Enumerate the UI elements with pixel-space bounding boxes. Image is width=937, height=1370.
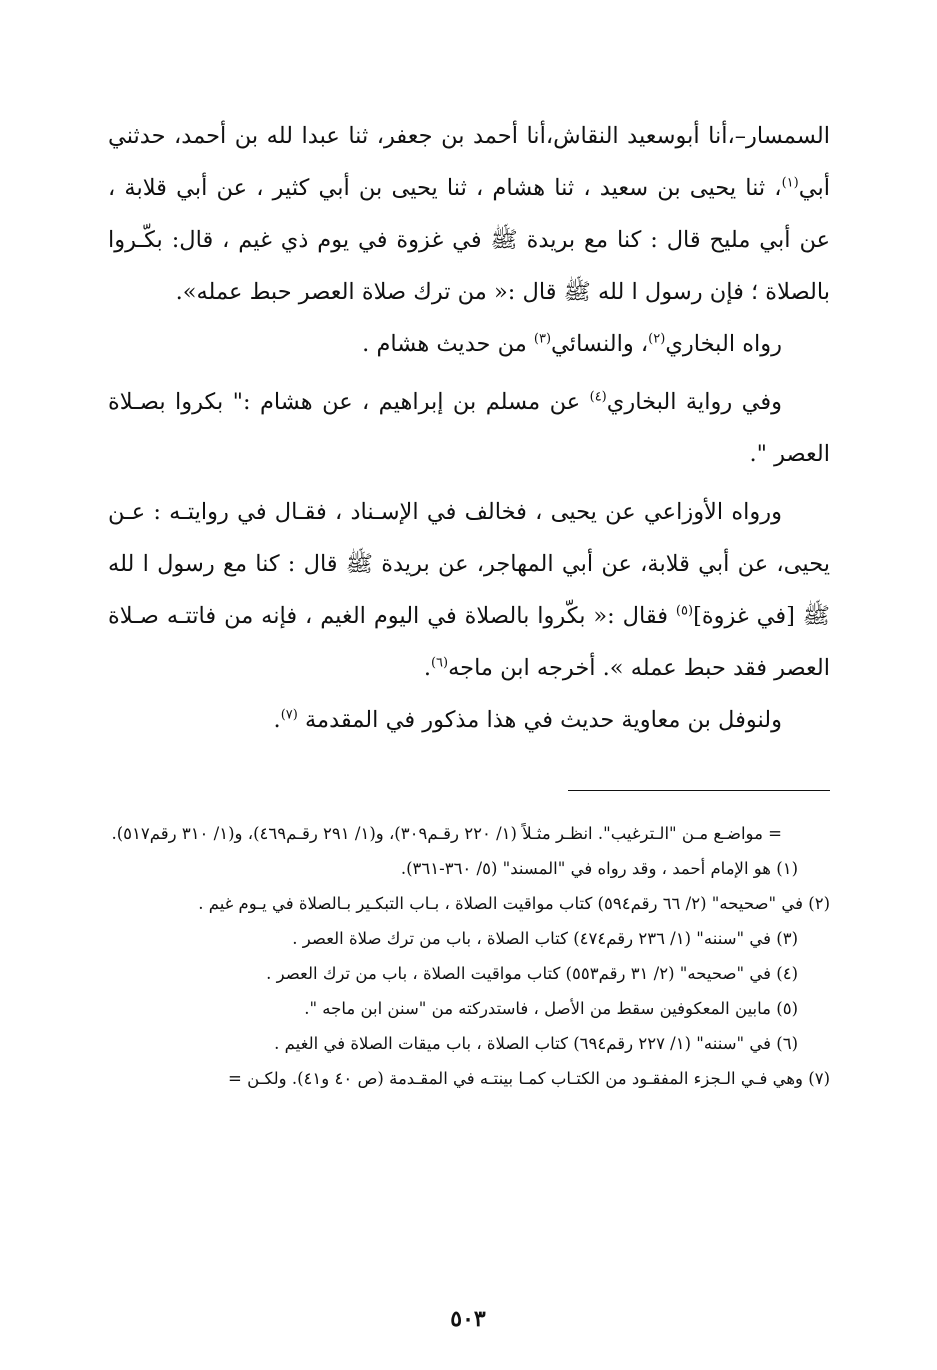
paragraph-5: ولنوفل بن معاوية حديث في هذا مذكور في المقدمة $^{(٧)}$. bbox=[273, 707, 782, 733]
footnote-ref-7: (٧) bbox=[280, 707, 298, 723]
footnote-ref-4: (٤) bbox=[589, 389, 607, 405]
footnotes bbox=[108, 816, 830, 1096]
footnote-5: (٥) مابين المعكوفين سقط من الأصل ، فاستدركته من "سنن ابن ماجه ". bbox=[304, 999, 798, 1018]
footnote-6: (٦) في "سننه" (١/ ٢٢٧ رقم٦٩٤) كتاب الصلاة ، باب ميقات الصلاة في الغيم . bbox=[274, 1034, 798, 1053]
footnote-continuation: = مواضـع مـن "الـترغيب". انظـر مثـلاً (١/ ٢٢٠ رقـم٣٠٩)، و(١/ ٢٩١ رقـم٤٦٩)، و(١/ ٣١٠ رقم٥١٧). bbox=[111, 824, 782, 843]
footnote-ref-1: (١) bbox=[781, 175, 799, 191]
footnote-7: (٧) وهي فـي الـجزء المفقـود من الكتـاب كمـا بينتـه في المقـدمة (ص ٤٠ و٤١). ولكـن = bbox=[228, 1069, 830, 1088]
footnote-ref-5: (٥) bbox=[675, 603, 694, 619]
footnote-ref-6: (٦) bbox=[430, 655, 449, 671]
main-text bbox=[108, 110, 830, 746]
paragraph-2: رواه البخاري$^{(٢)}$، والنسائي$^{(٣)}$ من حديث هشام . bbox=[362, 331, 782, 357]
footnote-ref-2: (٢) bbox=[648, 331, 666, 347]
footnote-2: (٢) في "صحيحه" (٢/ ٦٦ رقم٥٩٤) كتاب مواقيت الصلاة ، بـاب التبكـير بـالصلاة في يـوم غيم . bbox=[198, 894, 830, 913]
page-number: ٥٠٣ bbox=[450, 1306, 486, 1332]
footnote-3: (٣) في "سننه" (١/ ٢٣٦ رقم٤٧٤) كتاب الصلاة ، باب من ترك صلاة العصر . bbox=[292, 929, 798, 948]
paragraph-3: وفي رواية البخاري$^{(٤)}$ عن مسلم بن إبراهيم ، عن هشام :" بكروا بصـلاة العصر ". bbox=[108, 389, 830, 467]
footnote-ref-3: (٣) bbox=[533, 331, 552, 347]
paragraph-1: السمسار–،أنا أبوسعيد النقاش،أنا أحمد بن جعفر، ثنا عبدا لله بن أحمد، حدثني أبي$^{(١)}$، ثنا يحيى بن سعيد ، ثنا هشام ، ثنا يحيى بن أبي كثير ، عن أبي قلابة ، عن أبي مليح قال : كنا مع بريدة ﷺ في غزوة في يوم ذي غيم ، قال: بكّـروا بالصلاة ؛ فإن رسول ا لله ﷺ قال :« من ترك صلاة العصر حبط عمله». bbox=[108, 123, 830, 305]
paragraph-4: ورواه الأوزاعي عن يحيى ، فخالف في الإسـناد ، فقـال في روايتـه : عـن يحيى، عن أبي قلابة، عن أبي المهاجر، عن بريدة ﷺ قال : كنا مع رسول ا لله ﷺ [في غزوة]$^{(٥)}$ فقال :« بكّروا بالصلاة في اليوم الغيم ، فإنه من فاتتـه صـلاة العصر فقد حبط عمله ». أخرجه ابن ماجه$^{(٦)}$. bbox=[108, 499, 830, 681]
footnote-separator bbox=[568, 790, 830, 791]
footnote-1: (١) هو الإمام أحمد ، وقد رواه في "المسند" (٥/ ٣٦٠-٣٦١). bbox=[400, 859, 798, 878]
footnote-4: (٤) في "صحيحه" (٢/ ٣١ رقم٥٥٣) كتاب مواقيت الصلاة ، باب من ترك العصر . bbox=[266, 964, 798, 983]
